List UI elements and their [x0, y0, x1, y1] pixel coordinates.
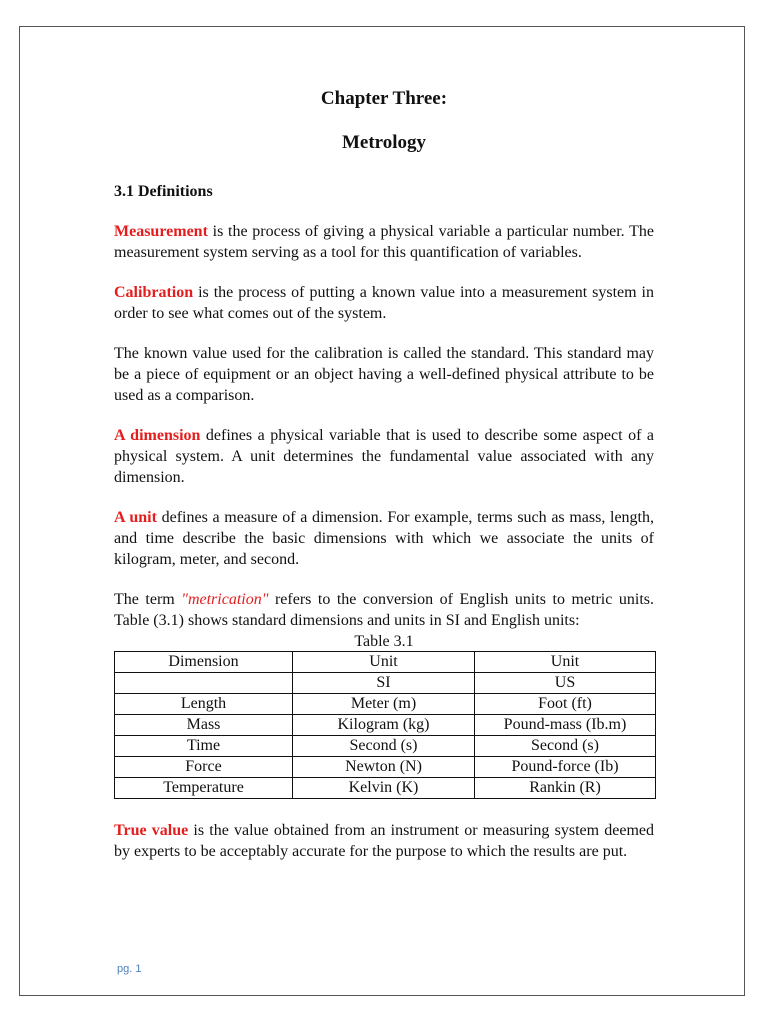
term-true-value: True value	[114, 822, 189, 839]
term-calibration: Calibration	[114, 284, 194, 301]
table-header-row	[115, 652, 656, 673]
paragraph-text: defines a measure of a dimension. For example, terms such as mass, length, and time describe the basic dimensions with which we associate the units of kilogram, meter, and second.	[114, 509, 654, 568]
table-cell: Pound-mass (Ib.m)	[475, 715, 656, 736]
paragraph-unit	[114, 507, 654, 570]
table-cell: Temperature	[115, 778, 293, 799]
paragraph-text: The term	[114, 591, 182, 608]
paragraph-metrication	[114, 589, 654, 631]
table-row	[115, 694, 656, 715]
table-subheader-cell	[115, 673, 293, 694]
chapter-title: Chapter Three:	[320, 88, 448, 109]
document-page	[19, 26, 745, 996]
paragraph-calibration	[114, 282, 654, 324]
table-cell: Second (s)	[293, 736, 475, 757]
table-cell: Pound-force (Ib)	[475, 757, 656, 778]
table-cell: Foot (ft)	[475, 694, 656, 715]
table-subheader-cell: SI	[293, 673, 475, 694]
chapter-subtitle: Metrology	[341, 132, 427, 153]
term-measurement: Measurement	[114, 223, 208, 240]
table-caption: Table 3.1	[354, 633, 414, 650]
units-table	[114, 651, 656, 799]
paragraph-text: defines a physical variable that is used to describe some aspect of a physical system. A unit determines the fundamental value associated with any dimension.	[114, 427, 654, 486]
table-cell: Time	[115, 736, 293, 757]
table-subheader-row	[115, 673, 656, 694]
paragraph-true-value	[114, 820, 654, 862]
paragraph-text: is the value obtained from an instrument or measuring system deemed by experts to be acceptably accurate for the purpose to which the results are put.	[114, 822, 654, 860]
table-cell: Rankin (R)	[475, 778, 656, 799]
page-number: pg. 1	[117, 963, 142, 975]
paragraph-measurement	[114, 221, 654, 263]
paragraph-dimension	[114, 425, 654, 488]
paragraph-text: refers to the conversion of English units to metric units. Table (3.1) shows standard dimensions and units in SI and English units:	[114, 591, 654, 629]
table-row	[115, 736, 656, 757]
term-dimension: A dimension	[114, 427, 201, 444]
term-metrication: "metrication"	[181, 591, 269, 608]
table-row	[115, 757, 656, 778]
table-cell: Kilogram (kg)	[293, 715, 475, 736]
page-content	[114, 87, 654, 862]
section-heading: 3.1 Definitions	[114, 183, 213, 200]
table-cell: Mass	[115, 715, 293, 736]
table-cell: Force	[115, 757, 293, 778]
table-header-cell: Unit	[293, 652, 475, 673]
table-row	[115, 778, 656, 799]
term-unit: A unit	[114, 509, 157, 526]
table-cell: Newton (N)	[293, 757, 475, 778]
table-cell: Kelvin (K)	[293, 778, 475, 799]
table-header-cell: Unit	[475, 652, 656, 673]
paragraph-standard: The known value used for the calibration is called the standard. This standard may be a piece of equipment or an object having a well-defined physical attribute to be used as a comparison.	[114, 345, 654, 404]
paragraph-text: is the process of putting a known value into a measurement system in order to see what comes out of the system.	[114, 284, 654, 322]
table-cell: Meter (m)	[293, 694, 475, 715]
table-subheader-cell: US	[475, 673, 656, 694]
table-header-cell: Dimension	[115, 652, 293, 673]
table-cell: Length	[115, 694, 293, 715]
table-row	[115, 715, 656, 736]
table-cell: Second (s)	[475, 736, 656, 757]
paragraph-text: is the process of giving a physical variable a particular number. The measurement system serving as a tool for this quantification of variables.	[114, 223, 654, 261]
